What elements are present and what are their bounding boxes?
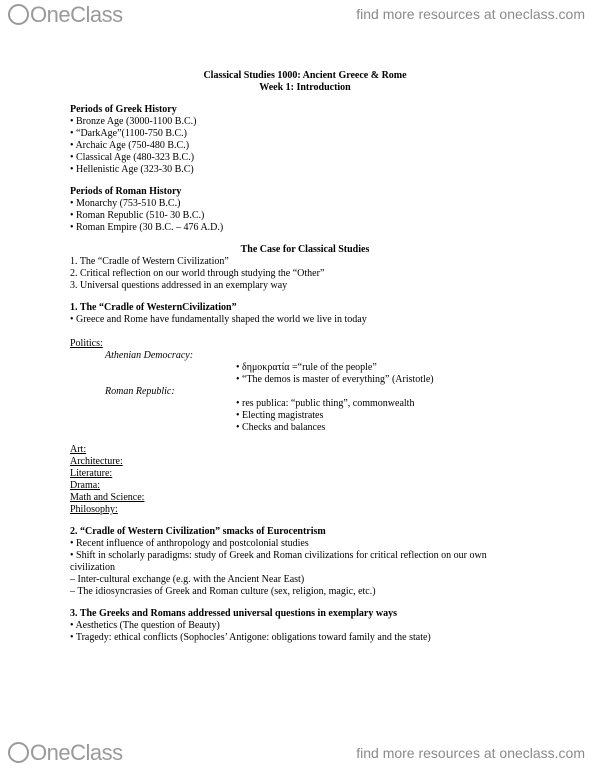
list-item: • Archaic Age (750-480 B.C.) — [70, 140, 190, 151]
list-item: • Roman Republic (510- 30 B.C.) — [70, 210, 205, 221]
header-tagline[interactable]: find more resources at oneclass.com — [356, 6, 585, 22]
oneclass-logo[interactable] — [8, 740, 123, 766]
politics-label: Politics: — [70, 338, 103, 349]
footer-tagline[interactable]: find more resources at oneclass.com — [356, 745, 585, 761]
list-item: • Electing magistrates — [236, 410, 324, 421]
logo-circle-icon — [8, 742, 29, 763]
section3-heading: 3. The Greeks and Romans addressed universal questions in exemplary ways — [70, 608, 397, 619]
field-label: Literature: — [70, 468, 113, 479]
greek-heading: Periods of Greek History — [70, 104, 177, 115]
logo-circle-icon — [8, 4, 29, 25]
list-item: • Shift in scholarly paradigms: study of Greek and Roman civilizations for critical reflection on our own — [70, 550, 487, 561]
list-item: • Hellenistic Age (323-30 B.C) — [70, 164, 194, 175]
list-item: • Tragedy: ethical conflicts (Sophocles’ Antigone: obligations toward family and the state) — [70, 632, 431, 643]
list-item: 3. Universal questions addressed in an exemplary way — [70, 280, 288, 291]
roman-heading: Periods of Roman History — [70, 186, 182, 197]
list-item: • Aesthetics (The question of Beauty) — [70, 620, 220, 631]
section2-heading: 2. “Cradle of Western Civilization” smacks of Eurocentrism — [70, 526, 326, 537]
list-item: 1. The “Cradle of Western Civilization” — [70, 256, 229, 267]
athenian-label: Athenian Democracy: — [105, 350, 194, 361]
list-item: – The idiosyncrasies of Greek and Roman culture (sex, religion, magic, etc.) — [70, 586, 376, 597]
field-label: Architecture: — [70, 456, 123, 467]
list-item: • Greece and Rome have fundamentally shaped the world we live in today — [70, 314, 367, 325]
oneclass-logo[interactable] — [8, 2, 123, 28]
list-item: • res publica: “public thing”, commonwealth — [236, 398, 415, 409]
list-item: • Monarchy (753-510 B.C.) — [70, 198, 181, 209]
field-label: Art: — [70, 444, 87, 455]
list-item: – Inter-cultural exchange (e.g. with the Ancient Near East) — [70, 574, 305, 585]
field-label: Math and Science: — [70, 492, 145, 503]
list-item: • Recent influence of anthropology and postcolonial studies — [70, 538, 309, 549]
field-label: Philosophy: — [70, 504, 118, 515]
list-item: • “The demos is master of everything” (Aristotle) — [236, 374, 434, 385]
doc-subtitle: Week 1: Introduction — [259, 82, 351, 93]
list-item: • Bronze Age (3000-1100 B.C.) — [70, 116, 197, 127]
page-header — [0, 0, 595, 30]
list-item: 2. Critical reflection on our world through studying the “Other” — [70, 268, 325, 279]
doc-title: Classical Studies 1000: Ancient Greece & Rome — [203, 70, 407, 81]
case-heading: The Case for Classical Studies — [240, 244, 370, 255]
logo-text: OneClass — [30, 740, 123, 765]
list-item: • δημοκρατία =“rule of the people” — [236, 362, 377, 373]
list-item: • “DarkAge”(1100-750 B.C.) — [70, 128, 187, 139]
roman-republic-label: Roman Republic: — [105, 386, 175, 397]
list-item: civilization — [70, 562, 115, 573]
list-item: • Checks and balances — [236, 422, 326, 433]
section1-heading: 1. The “Cradle of WesternCivilization” — [70, 302, 237, 313]
list-item: • Roman Empire (30 B.C. – 476 A.D.) — [70, 222, 224, 233]
list-item: • Classical Age (480-323 B.C.) — [70, 152, 195, 163]
logo-text: OneClass — [30, 2, 123, 27]
field-label: Drama: — [70, 480, 100, 491]
